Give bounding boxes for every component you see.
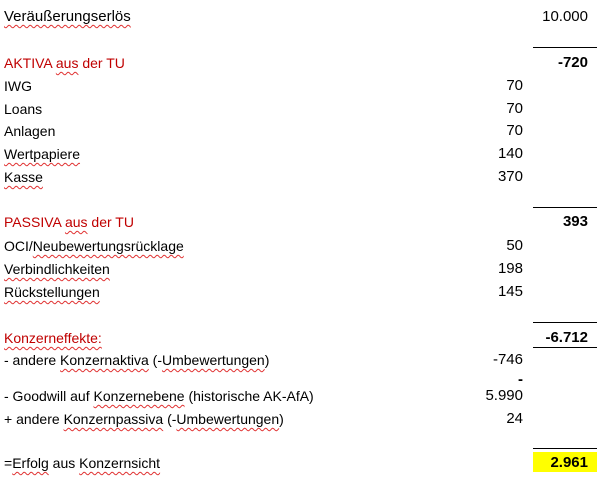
aktiva-item-label: Wertpapiere	[4, 146, 81, 162]
konzern-total-rule	[533, 322, 597, 323]
passiva-total: 393	[562, 213, 588, 230]
aktiva-total: -720	[557, 54, 588, 71]
konzern-item-value: -746	[492, 351, 523, 368]
aktiva-item-value: 370	[497, 168, 523, 185]
passiva-item-value: 198	[497, 260, 523, 277]
passiva-header: PASSIVA aus der TU	[4, 214, 134, 230]
aktiva-item-wertpapiere	[0, 143, 600, 165]
aktiva-header: AKTIVA aus der TU	[4, 55, 125, 71]
aktiva-item-anlagen	[0, 120, 600, 142]
result-row	[0, 452, 600, 474]
passiva-item-value: 145	[497, 283, 523, 300]
aktiva-item-label: Loans	[4, 101, 43, 117]
passiva-item-verbindlichkeiten	[0, 258, 600, 280]
proceeds-label: Veräußerungserlös	[4, 8, 131, 25]
passiva-total-rule	[533, 207, 597, 208]
aktiva-item-label: Kasse	[4, 169, 43, 185]
passiva-item-label: Verbindlichkeiten	[4, 261, 110, 277]
passiva-item-rueckstellungen	[0, 281, 600, 303]
konzern-item-aktiva	[0, 349, 600, 371]
aktiva-item-label: IWG	[4, 78, 32, 94]
aktiva-item-value: 70	[506, 122, 523, 139]
passiva-item-oci	[0, 235, 600, 257]
result-label: =Erfolg aus Konzernsicht	[4, 455, 161, 471]
passiva-header-row	[0, 211, 600, 233]
aktiva-item-loans	[0, 98, 600, 120]
aktiva-item-iwg	[0, 75, 600, 97]
result-top-rule	[533, 448, 597, 449]
konzern-item-value: 5.990	[485, 387, 523, 404]
passiva-item-label: OCI/Neubewertungsrücklage	[4, 238, 184, 254]
proceeds-value: 10.000	[542, 8, 588, 25]
konzern-header-row	[0, 327, 600, 349]
aktiva-item-value: 70	[506, 77, 523, 94]
aktiva-total-rule	[533, 47, 597, 48]
konzern-item-value-dash: -	[518, 371, 523, 388]
konzern-item-value: 24	[506, 410, 523, 427]
konzern-item-goodwill	[0, 371, 600, 407]
konzern-header: Konzerneffekte:	[4, 330, 102, 346]
konzern-total: -6.712	[545, 329, 588, 346]
aktiva-item-kasse	[0, 166, 600, 188]
proceeds-row	[0, 6, 600, 28]
konzern-bottom-rule	[533, 347, 597, 348]
passiva-item-value: 50	[506, 237, 523, 254]
aktiva-header-row	[0, 52, 600, 74]
konzern-item-passiva	[0, 408, 600, 430]
konzern-item-label: + andere Konzernpassiva (-Umbewertungen)	[4, 411, 284, 427]
passiva-item-label: Rückstellungen	[4, 284, 100, 300]
konzern-item-label: - andere Konzernaktiva (-Umbewertungen)	[4, 352, 270, 368]
aktiva-item-value: 140	[497, 145, 523, 162]
result-value: 2.961	[550, 454, 588, 471]
konzern-item-label: - Goodwill auf Konzernebene (historische AK-AfA)	[4, 388, 314, 404]
aktiva-item-value: 70	[506, 100, 523, 117]
aktiva-item-label: Anlagen	[4, 123, 56, 139]
